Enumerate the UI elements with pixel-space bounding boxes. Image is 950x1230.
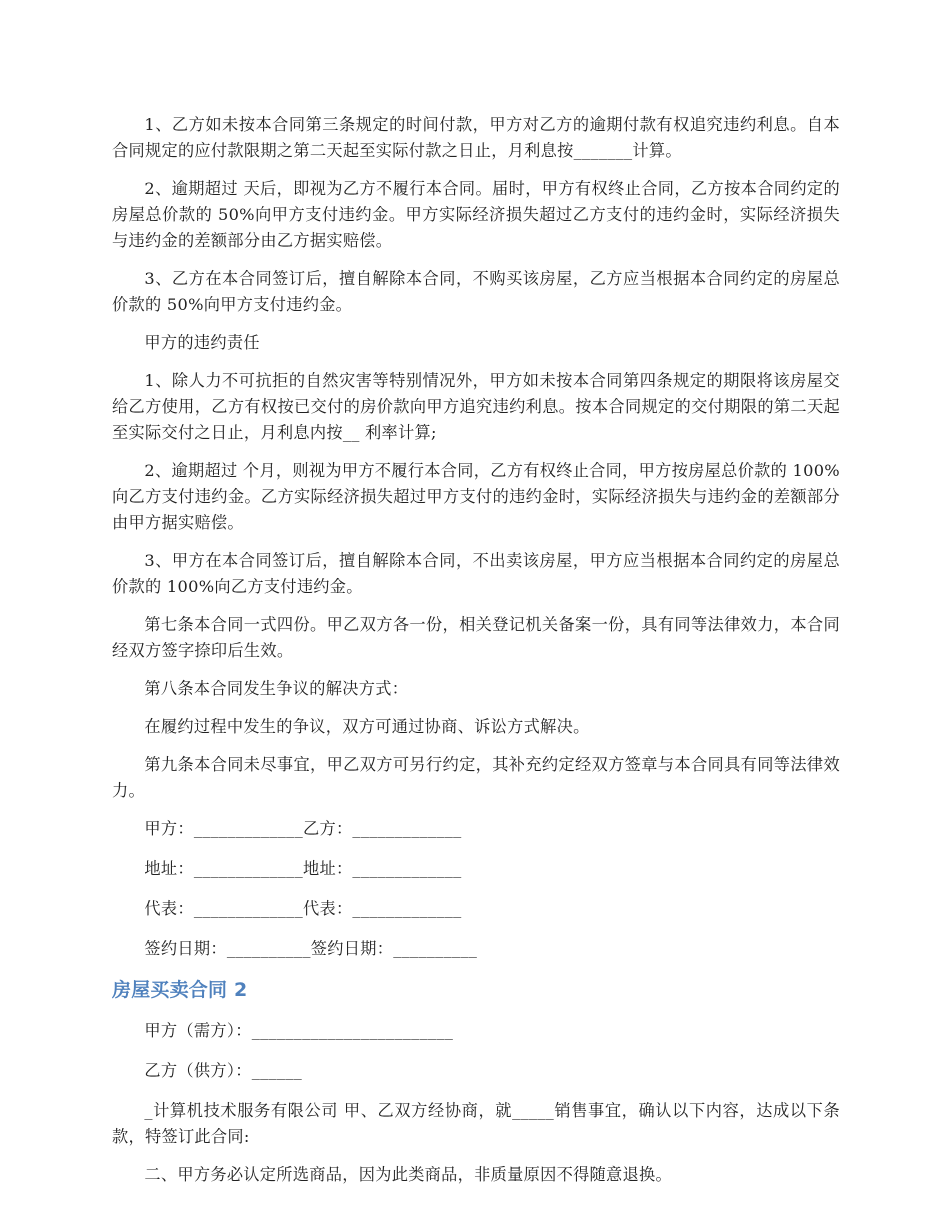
paragraph-party-b-supply: 乙方（供方）：______: [144, 1061, 303, 1080]
paragraph-buyer-late-payment: 1、乙方如未按本合同第三条规定的时间付款，甲方对乙方的逾期付款有权追究违约利息。自本合同规定的应付款限期之第二天起至实际付款之日止，月利息按_______计算。: [112, 115, 840, 160]
signature-party-line: 甲方：_____________乙方：_____________: [144, 819, 462, 838]
paragraph-seller-unilateral-rescission: 3、甲方在本合同签订后，擅自解除本合同，不出卖该房屋，甲方应当根据本合同约定的房屋总价款的 100%向乙方支付违约金。: [112, 551, 840, 596]
section-heading: 房屋买卖合同 2: [112, 979, 248, 1001]
paragraph-seller-overdue-termination: 2、逾期超过 个月，则视为甲方不履行本合同，乙方有权终止合同，甲方按房屋总价款的 100%向乙方支付违约金。乙方实际经济损失超过甲方支付的违约金时，实际经济损失与违约金的差额部分由甲方据实赔偿。: [112, 461, 840, 532]
signature-address-line: 地址：_____________地址：_____________: [144, 859, 462, 878]
paragraph-seller-late-delivery: 1、除人力不可抗拒的自然灾害等特别情况外，甲方如未按本合同第四条规定的期限将该房屋交给乙方使用，乙方有权按已交付的房价款向甲方追究违约利息。按本合同规定的交付期限的第二天起至实际交付之日止，月利息内按__ 利率计算;: [112, 371, 840, 442]
paragraph-article-9: 第九条本合同未尽事宜，甲乙双方可另行约定，其补充约定经双方签章与本合同具有同等法律效力。: [112, 755, 840, 800]
paragraph-agreement-intro: _计算机技术服务有限公司 甲、乙双方经协商，就_____销售事宜，确认以下内容，达成以下条款，特签订此合同:: [112, 1101, 840, 1146]
paragraph-buyer-unilateral-rescission: 3、乙方在本合同签订后，擅自解除本合同，不购买该房屋，乙方应当根据本合同约定的房屋总价款的 50%向甲方支付违约金。: [112, 269, 840, 314]
signature-date-line: 签约日期：__________签约日期：__________: [144, 939, 478, 958]
paragraph-clause-2: 二、甲方务必认定所选商品，因为此类商品，非质量原因不得随意退换。: [144, 1165, 672, 1184]
paragraph-article-7: 第七条本合同一式四份。甲乙双方各一份，相关登记机关备案一份，具有同等法律效力，本合同经双方签字捺印后生效。: [112, 615, 840, 660]
paragraph-dispute-resolution: 在履约过程中发生的争议，双方可通过协商、诉讼方式解决。: [144, 717, 590, 736]
signature-representative-line: 代表：_____________代表：_____________: [144, 899, 462, 918]
paragraph-buyer-overdue-termination: 2、逾期超过 天后，即视为乙方不履行本合同。届时，甲方有权终止合同，乙方按本合同约定的房屋总价款的 50%向甲方支付违约金。甲方实际经济损失超过乙方支付的违约金时，实际经济损失与违约金的差额部分由乙方据实赔偿。: [112, 179, 840, 250]
paragraph-party-a-demand: 甲方（需方）：________________________: [144, 1021, 454, 1040]
paragraph-article-8: 第八条本合同发生争议的解决方式：: [144, 679, 409, 698]
subheading-seller-liability: 甲方的违约责任: [144, 333, 260, 352]
